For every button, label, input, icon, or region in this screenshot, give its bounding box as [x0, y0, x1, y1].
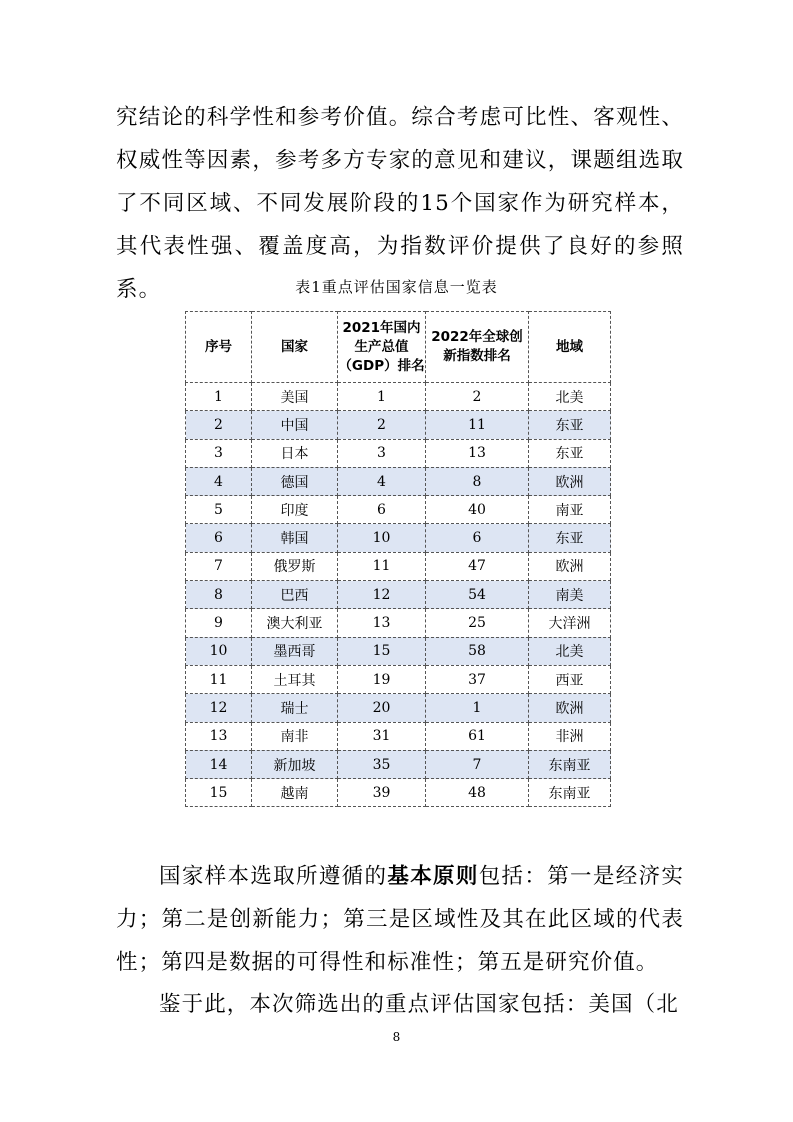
intro-paragraph: 究结论的科学性和参考价值。综合考虑可比性、客观性、权威性等因素，参考多方专家的意见和建议，课题组选取了不同区域、不同发展阶段的15个国家作为研究样本，其代表性强、覆盖度高，为指数评价提供了良好的参照系。	[116, 105, 684, 302]
cell-index: 8	[186, 581, 252, 609]
cell-index: 2	[186, 411, 252, 439]
cell-gdp: 4	[338, 467, 426, 495]
cell-gii: 8	[426, 467, 529, 495]
cell-gii: 1	[426, 694, 529, 722]
cell-region: 北美	[529, 637, 611, 665]
cell-country: 瑞士	[252, 694, 338, 722]
cell-gii: 37	[426, 665, 529, 693]
country-info-table	[185, 311, 611, 807]
cell-index: 4	[186, 467, 252, 495]
cell-region: 东南亚	[529, 779, 611, 807]
cell-index: 15	[186, 779, 252, 807]
table-row	[186, 411, 611, 439]
cell-country: 南非	[252, 722, 338, 750]
cell-index: 9	[186, 609, 252, 637]
cell-gdp: 35	[338, 750, 426, 778]
cell-region: 南美	[529, 581, 611, 609]
cell-index: 3	[186, 439, 252, 467]
cell-country: 土耳其	[252, 665, 338, 693]
cell-region: 南亚	[529, 496, 611, 524]
cell-country: 德国	[252, 467, 338, 495]
cell-country: 越南	[252, 779, 338, 807]
cell-gii: 25	[426, 609, 529, 637]
table-row	[186, 637, 611, 665]
table-row	[186, 496, 611, 524]
cell-gdp: 20	[338, 694, 426, 722]
table-body	[186, 383, 611, 807]
table-row	[186, 383, 611, 411]
cell-country: 俄罗斯	[252, 552, 338, 580]
cell-country: 墨西哥	[252, 637, 338, 665]
cell-country: 韩国	[252, 524, 338, 552]
cell-country: 中国	[252, 411, 338, 439]
cell-gdp: 2	[338, 411, 426, 439]
cell-region: 东南亚	[529, 750, 611, 778]
principles-text-before: 国家样本选取所遵循的	[159, 864, 388, 889]
cell-country: 日本	[252, 439, 338, 467]
cell-country: 美国	[252, 383, 338, 411]
cell-region: 欧洲	[529, 694, 611, 722]
table-row	[186, 750, 611, 778]
selection-paragraph: 鉴于此，本次筛选出的重点评估国家包括：美国（北	[159, 992, 679, 1017]
cell-country: 印度	[252, 496, 338, 524]
principles-bold-term: 基本原则	[387, 864, 479, 889]
cell-gdp: 31	[338, 722, 426, 750]
table-row	[186, 694, 611, 722]
cell-region: 西亚	[529, 665, 611, 693]
cell-gdp: 10	[338, 524, 426, 552]
cell-index: 11	[186, 665, 252, 693]
cell-gdp: 1	[338, 383, 426, 411]
cell-index: 13	[186, 722, 252, 750]
cell-gdp: 13	[338, 609, 426, 637]
cell-region: 东亚	[529, 439, 611, 467]
table-row	[186, 467, 611, 495]
cell-gii: 11	[426, 411, 529, 439]
table-caption: 表1重点评估国家信息一览表	[295, 278, 498, 296]
cell-gii: 2	[426, 383, 529, 411]
principles-paragraph	[116, 855, 684, 984]
table-row	[186, 779, 611, 807]
cell-gdp: 39	[338, 779, 426, 807]
cell-gii: 47	[426, 552, 529, 580]
cell-gii: 61	[426, 722, 529, 750]
cell-index: 1	[186, 383, 252, 411]
cell-region: 东亚	[529, 524, 611, 552]
table-row	[186, 439, 611, 467]
header-country: 国家	[252, 312, 338, 383]
cell-gdp: 6	[338, 496, 426, 524]
cell-index: 6	[186, 524, 252, 552]
cell-index: 7	[186, 552, 252, 580]
cell-region: 欧洲	[529, 552, 611, 580]
table-row	[186, 552, 611, 580]
cell-gii: 40	[426, 496, 529, 524]
table-row	[186, 722, 611, 750]
cell-gii: 13	[426, 439, 529, 467]
cell-region: 北美	[529, 383, 611, 411]
cell-country: 新加坡	[252, 750, 338, 778]
cell-gdp: 11	[338, 552, 426, 580]
cell-gdp: 3	[338, 439, 426, 467]
cell-region: 大洋洲	[529, 609, 611, 637]
cell-country: 澳大利亚	[252, 609, 338, 637]
cell-gdp: 19	[338, 665, 426, 693]
cell-region: 欧洲	[529, 467, 611, 495]
cell-gii: 6	[426, 524, 529, 552]
header-innovation-rank: 2022年全球创新指数排名	[426, 312, 529, 383]
page-number: 8	[392, 1030, 401, 1044]
table-header-row	[186, 312, 611, 383]
header-gdp-rank: 2021年国内生产总值（GDP）排名	[338, 312, 426, 383]
cell-index: 5	[186, 496, 252, 524]
table-row	[186, 524, 611, 552]
cell-gdp: 12	[338, 581, 426, 609]
cell-region: 非洲	[529, 722, 611, 750]
cell-gii: 7	[426, 750, 529, 778]
header-index: 序号	[186, 312, 252, 383]
cell-gii: 58	[426, 637, 529, 665]
cell-index: 12	[186, 694, 252, 722]
cell-index: 10	[186, 637, 252, 665]
cell-gdp: 15	[338, 637, 426, 665]
cell-region: 东亚	[529, 411, 611, 439]
cell-index: 14	[186, 750, 252, 778]
cell-gii: 48	[426, 779, 529, 807]
table-row	[186, 665, 611, 693]
table-row	[186, 609, 611, 637]
header-region: 地域	[529, 312, 611, 383]
principles-text-after: 包括：第一是经济实力；第二是创新能力；第三是区域性及其在此区域的代表性；第四是数据的可得性和标准性；第五是研究价值。	[116, 864, 684, 975]
table-row	[186, 581, 611, 609]
cell-gii: 54	[426, 581, 529, 609]
cell-country: 巴西	[252, 581, 338, 609]
